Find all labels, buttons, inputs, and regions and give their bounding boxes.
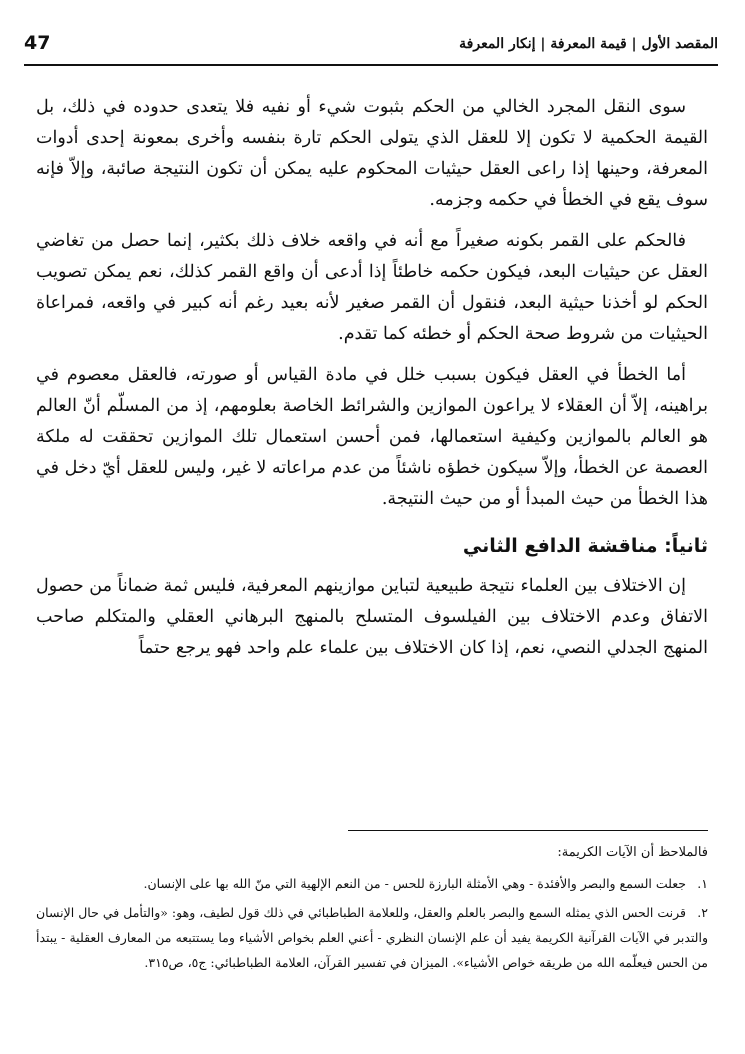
footnote-number: ١. (697, 876, 708, 891)
page-header (24, 30, 718, 66)
paragraph-2: فالحكم على القمر بكونه صغيراً مع أنه في واقعه خلاف ذلك بكثير، إنما حصل من تغاضي العقل عن حيثيات البعد، فيكون حكمه خاطئاً إذا أدعى أن واقع القمر كذلك، نعم يمكن تصويب الحكم لو أخذنا حيثية البعد، فنقول أن القمر صغير لأنه بعيد رغم أنه كبير في واقعه، فمراعاة الحيثيات من شروط صحة الحكم أو خطئه كما تقدم. (36, 231, 708, 344)
footnote-intro: فالملاحظ أن الآيات الكريمة: (557, 845, 708, 860)
main-text (36, 92, 708, 674)
footnote-item (36, 871, 708, 896)
footnote-text: جعلت السمع والبصر والأفئدة - وهي الأمثلة البارزة للحس - من النعم الإلهية التي منّ الله بها على الإنسان. (143, 876, 687, 891)
paragraph-4: إن الاختلاف بين العلماء نتيجة طبيعية لتباين موازينهم المعرفية، فليس ثمة ضماناً من حصول الاتفاق وعدم الاختلاف بين الفيلسوف المتسلح بالمنهج البرهاني العقلي والمتكلم صاحب المنهج الجدلي النصي، نعم، إذا كان الاختلاف بين علماء علم واحد فهو يرجع حتماً (35, 576, 708, 658)
section-heading: ثانياً: مناقشة الدافع الثاني (462, 535, 708, 557)
footnote-separator (348, 830, 708, 831)
paragraph-3: أما الخطأ في العقل فيكون بسبب خلل في مادة القياس أو صورته، فالعقل معصوم في براهينه، إلاّ أن العقلاء لا يراعون الموازين والشرائط الخاصة بعلومهم، إذ من المسلّم أنّ العالم هو العالم بالموازين وكيفية استعمالها، فمن أحسن استعمال تلك الموازين تحققت له ملكة العصمة عن الخطأ، وإلاّ سيكون خطؤه ناشئاً من عدم مراعاته لا غير، وليس للعقل أيّ دخل في هذا الخطأ من حيث المبدأ أو من حيث النتيجة. (36, 365, 708, 509)
footnote-number: ٢. (697, 905, 708, 920)
footnote-text: قرنت الحس الذي يمثله السمع والبصر بالعلم والعقل، وللعلامة الطباطبائي في ذلك قول لطيف، وهو: «والتأمل في حال الإنسان والتدبر في الآيات القرآنية الكريمة يفيد أن علم الإنسان النظري - أعني العلم بخواص الأشياء وما يستتبعه من المعارف العقلية - يبتدأ من الحس فيعلّمه الله من طريقه خواص الأشياء». الميزان في تفسير القرآن، العلامة الطباطبائي: ج٥، ص٣١٥. (36, 905, 708, 970)
running-head: المقصد الأول | قيمة المعرفة | إنكار المعرفة (459, 36, 718, 52)
footnote-item (36, 900, 708, 975)
page-number: 47 (24, 32, 51, 54)
paragraph-1: سوى النقل المجرد الخالي من الحكم بثبوت شيء أو نفيه فلا يتعدى حدوده في ذلك، بل القيمة الحكمية لا تكون إلا للعقل الذي يتولى الحكم تارة بنفسه وأخرى بمعونة إحدى أدوات المعرفة، وحينها إذا راعى العقل حيثيات المحكوم عليه يمكن أن تكون النتيجة صائبة، وإلاّ فإنه سوف يقع في الخطأ في حكمه وجزمه. (36, 97, 708, 210)
footnotes (36, 842, 708, 979)
